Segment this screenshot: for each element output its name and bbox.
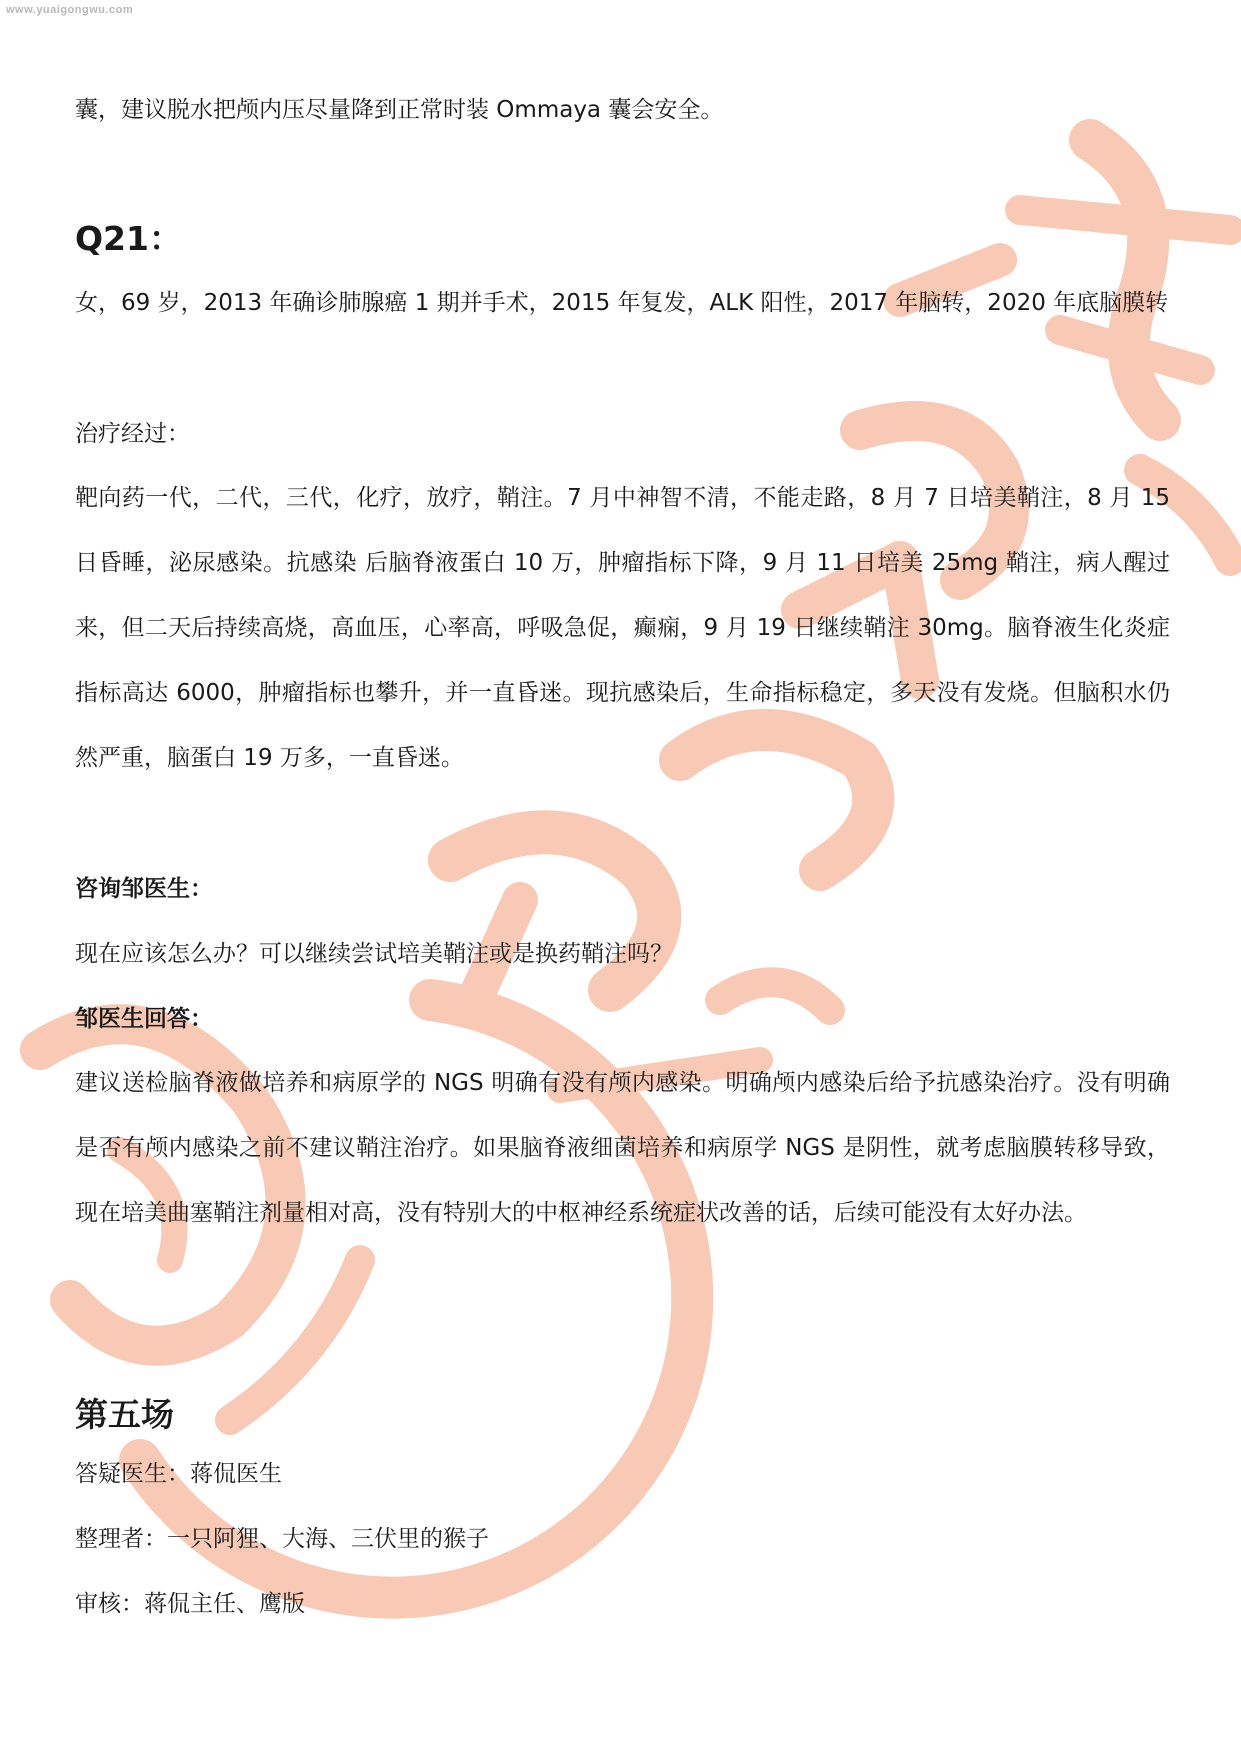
doctor-answer: 建议送检脑脊液做培养和病原学的 NGS 明确有没有颅内感染。明确颅内感染后给予抗感染治疗。没有明确是否有颅内感染之前不建议鞘注治疗。如果脑脊液细菌培养和病原学 NGS 是阴性，就考虑脑膜转移导致，现在培美曲塞鞘注剂量相对高，没有特别大的中枢神经系统症状改善的话，后续可能没有太好办法。 — [75, 1070, 1170, 1226]
q21-heading: Q21： — [75, 219, 182, 258]
session-heading: 第五场 — [75, 1395, 174, 1434]
site-watermark-url: www.yuaigongwu.com — [6, 4, 134, 16]
consult-question: 现在应该怎么办？可以继续尝试培美鞘注或是换药鞘注吗？ — [75, 941, 673, 967]
continuation-text: 囊，建议脱水把颅内压尽量降到正常时装 Ommaya 囊会安全。 — [75, 97, 724, 123]
answering-doctor: 答疑医生：蒋侃医生 — [75, 1461, 282, 1487]
answer-label: 邹医生回答： — [75, 1006, 213, 1032]
organizers: 整理者：一只阿狸、大海、三伏里的猴子 — [75, 1526, 489, 1552]
reviewers: 审核：蒋侃主任、鹰版 — [75, 1591, 305, 1617]
treatment-label: 治疗经过： — [75, 421, 190, 447]
consult-label: 咨询邹医生： — [75, 876, 213, 902]
patient-summary: 女，69 岁，2013 年确诊肺腺癌 1 期并手术，2015 年复发，ALK 阳性，2017 年脑转，2020 年底脑膜转 — [75, 290, 1169, 316]
treatment-history: 靶向药一代，二代，三代，化疗，放疗，鞘注。7 月中神智不清，不能走路，8 月 7 日培美鞘注，8 月 15 日昏睡，泌尿感染。抗感染 后脑脊液蛋白 10 万，肿瘤指标下降，9 月 11 日培美 25mg 鞘注，病人醒过来，但二天后持续高烧，高血压，心率高，呼吸急促，癫痫，9 月 19 日继续鞘注 30mg。脑脊液生化炎症指标高达 6000，肿瘤指标也攀升，并一直昏迷。现抗感染后，生命指标稳定，多天没有发烧。但脑积水仍然严重，脑蛋白 19 万多，一直昏迷。 — [75, 485, 1170, 771]
